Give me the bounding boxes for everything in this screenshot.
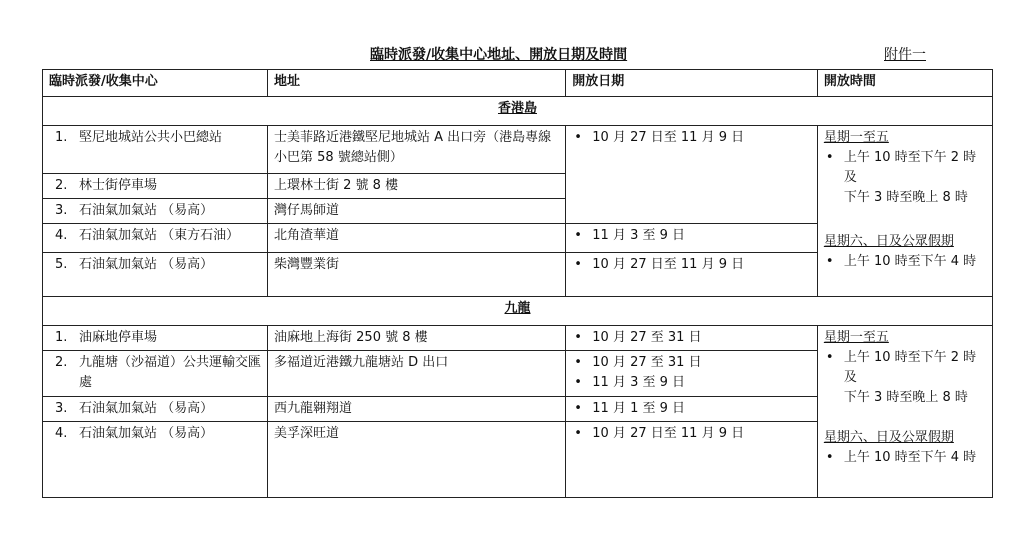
date-item: • 10 月 27 至 31 日 (572, 353, 811, 373)
address: 多福道近港鐵九龍塘站 D 出口 (268, 351, 566, 397)
address: 北角渣華道 (268, 224, 566, 253)
hours-cell: 星期一至五 • 上午 10 時至下午 2 時 及 下午 3 時至晚上 8 時 星期六、日及公眾假期 • 上午 10 時至下午 4 時 (817, 326, 992, 498)
header-centre: 臨時派發/收集中心 (43, 70, 268, 97)
address: 柴灣豐業街 (268, 253, 566, 297)
page-title: 臨時派發/收集中心地址、開放日期及時間 (370, 47, 628, 63)
annex-label: 附件一 (884, 47, 926, 63)
table-row: 5. 石油氣加氣站 （易高） 柴灣豐業街 • 10 月 27 日至 11 月 9 日 (43, 253, 993, 297)
table-row: 3. 石油氣加氣站 （易高） 灣仔馬師道 (43, 199, 993, 224)
table-row: 4. 石油氣加氣站 （東方石油） 北角渣華道 • 11 月 3 至 9 日 (43, 224, 993, 253)
centre-name: 堅尼地城站公共小巴總站 (79, 130, 223, 145)
centre-name: 石油氣加氣站 （易高） (79, 257, 214, 272)
date-item: • 10 月 27 日至 11 月 9 日 (572, 128, 811, 148)
date-item: • 10 月 27 日至 11 月 9 日 (572, 424, 811, 444)
section-hk: 香港島 (43, 97, 993, 126)
address: 西九龍翱翔道 (268, 397, 566, 422)
header-dates: 開放日期 (566, 70, 818, 97)
centre-name: 九龍塘（沙福道）公共運輸交匯處 (79, 355, 262, 390)
date-item: • 10 月 27 日至 11 月 9 日 (572, 255, 811, 275)
header-address: 地址 (268, 70, 566, 97)
header-row (43, 70, 993, 97)
date-item: • 11 月 3 至 9 日 (572, 226, 811, 246)
date-item: • 11 月 1 至 9 日 (572, 399, 811, 419)
section-kln: 九龍 (43, 297, 993, 326)
table-row: 4. 石油氣加氣站 （易高） 美孚深旺道 • 10 月 27 日至 11 月 9 日 (43, 422, 993, 498)
address: 灣仔馬師道 (268, 199, 566, 224)
hours-cell: 星期一至五 • 上午 10 時至下午 2 時 及 下午 3 時至晚上 8 時 星期六、日及公眾假期 • 上午 10 時至下午 4 時 (817, 126, 992, 297)
address: 油麻地上海街 250 號 8 樓 (268, 326, 566, 351)
centre-name: 林士街停車場 (79, 178, 158, 193)
centre-name: 石油氣加氣站 （易高） (79, 203, 214, 218)
date-item: • 10 月 27 至 31 日 (572, 328, 811, 348)
table-row: 3. 石油氣加氣站 （易高） 西九龍翱翔道 • 11 月 1 至 9 日 (43, 397, 993, 422)
address: 士美菲路近港鐵堅尼地城站 A 出口旁（港島專線小巴第 58 號總站側） (268, 126, 566, 174)
table-row: 1. 堅尼地城站公共小巴總站 士美菲路近港鐵堅尼地城站 A 出口旁（港島專線小巴第 58 號總站側） • 10 月 27 日至 11 月 9 日 星期一至五 • 上午 10 時至下午 2 時 及 下午 3 時至晚上 8 時 星期六、日及公眾假期 • 上午 10 時至下午 4 時 (43, 126, 993, 174)
table-row: 2. 林士街停車場 上環林士街 2 號 8 樓 (43, 174, 993, 199)
centres-table (42, 69, 993, 498)
header-hours: 開放時間 (817, 70, 992, 97)
centre-name: 油麻地停車場 (79, 330, 158, 345)
table-row: 1. 油麻地停車場 油麻地上海街 250 號 8 樓 • 10 月 27 至 31 日 星期一至五 • 上午 10 時至下午 2 時 及 下午 3 時至晚上 8 時 星期六、日及公眾假期 • 上午 10 時至下午 4 時 (43, 326, 993, 351)
address: 美孚深旺道 (268, 422, 566, 498)
centre-name: 石油氣加氣站 （易高） (79, 426, 214, 441)
date-item: • 11 月 3 至 9 日 (572, 373, 811, 393)
table-row: 2. 九龍塘（沙福道）公共運輸交匯處 多福道近港鐵九龍塘站 D 出口 • 10 月 27 至 31 日 • 11 月 3 至 9 日 (43, 351, 993, 397)
centre-name: 石油氣加氣站 （易高） (79, 401, 214, 416)
centre-name: 石油氣加氣站 （東方石油） (79, 228, 240, 243)
address: 上環林士街 2 號 8 樓 (268, 174, 566, 199)
